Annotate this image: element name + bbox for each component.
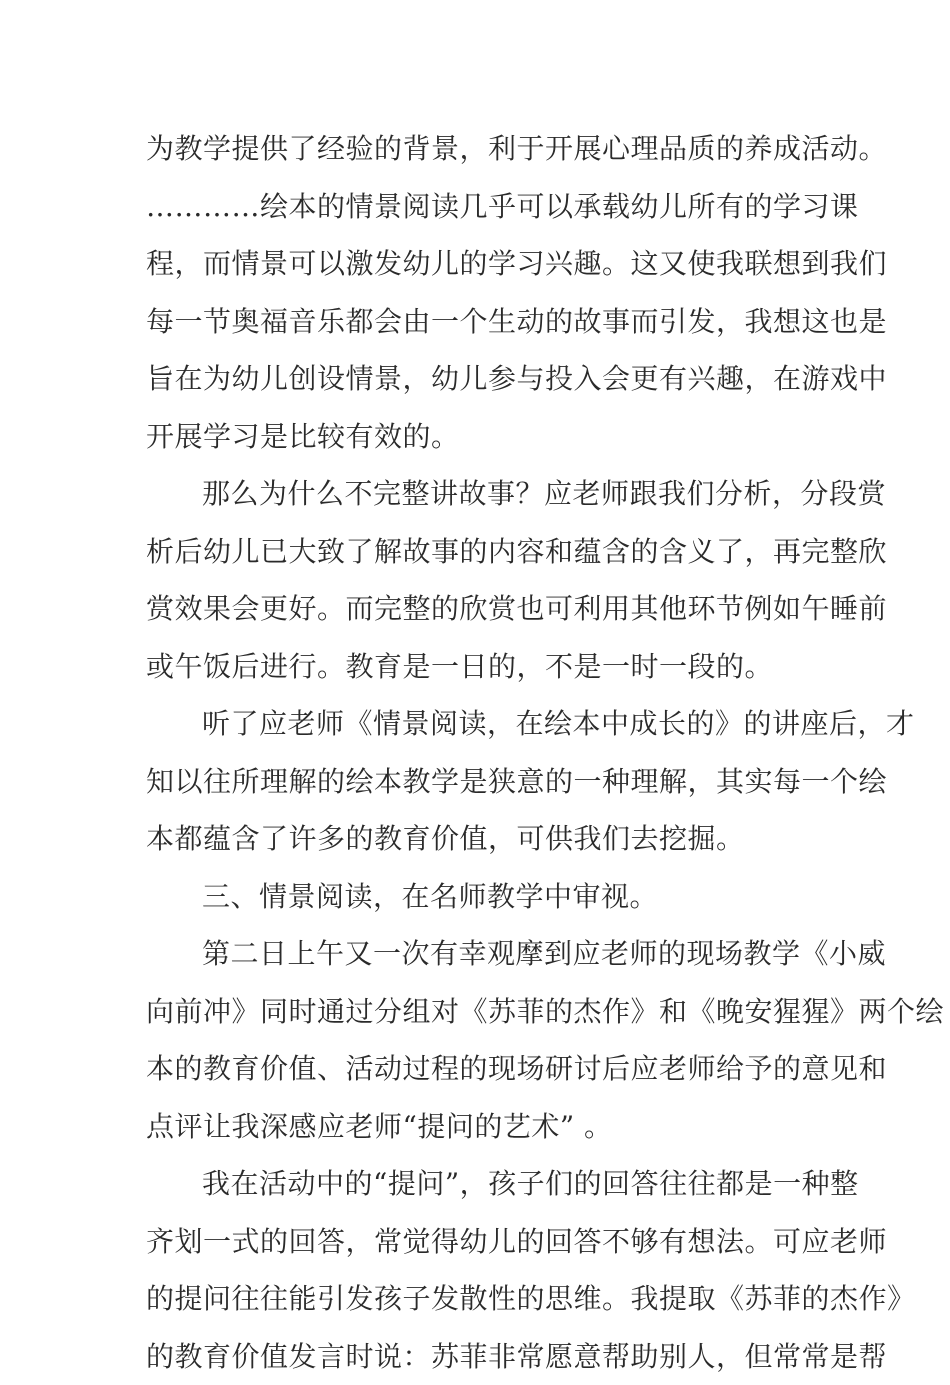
text-line: 向前冲》同时通过分组对《苏菲的杰作》和《晚安猩猩》两个绘 [146,983,810,1041]
text-line: 的教育价值发言时说：苏菲非常愿意帮助别人，但常常是帮 [146,1328,810,1385]
text-line: 为教学提供了经验的背景，利于开展心理品质的养成活动。 [146,120,810,178]
text-line: 每一节奥福音乐都会由一个生动的故事而引发，我想这也是 [146,293,810,351]
section-heading: 三、情景阅读，在名师教学中审视。 [146,868,810,926]
text-line: …………绘本的情景阅读几乎可以承载幼儿所有的学习课 [146,178,810,236]
text-line: 本的教育价值、活动过程的现场研讨后应老师给予的意见和 [146,1040,810,1098]
document-body [146,120,810,1385]
text-line: 旨在为幼儿创设情景，幼儿参与投入会更有兴趣，在游戏中 [146,350,810,408]
text-line: 本都蕴含了许多的教育价值，可供我们去挖掘。 [146,810,810,868]
text-line: 点评让我深感应老师“提问的艺术” 。 [146,1098,810,1156]
text-line: 知以往所理解的绘本教学是狭意的一种理解，其实每一个绘 [146,753,810,811]
paragraph-first-line: 听了应老师《情景阅读，在绘本中成长的》的讲座后，才 [146,695,810,753]
text-line: 齐划一式的回答，常觉得幼儿的回答不够有想法。可应老师 [146,1213,810,1271]
text-line: 或午饭后进行。教育是一日的，不是一时一段的。 [146,638,810,696]
text-line: 的提问往往能引发孩子发散性的思维。我提取《苏菲的杰作》 [146,1270,810,1328]
text-line: 析后幼儿已大致了解故事的内容和蕴含的含义了，再完整欣 [146,523,810,581]
paragraph-first-line: 我在活动中的“提问”，孩子们的回答往往都是一种整 [146,1155,810,1213]
text-line: 赏效果会更好。而完整的欣赏也可利用其他环节例如午睡前 [146,580,810,638]
paragraph-first-line: 那么为什么不完整讲故事？应老师跟我们分析，分段赏 [146,465,810,523]
text-line: 开展学习是比较有效的。 [146,408,810,466]
paragraph-first-line: 第二日上午又一次有幸观摩到应老师的现场教学《小威 [146,925,810,983]
text-line: 程，而情景可以激发幼儿的学习兴趣。这又使我联想到我们 [146,235,810,293]
